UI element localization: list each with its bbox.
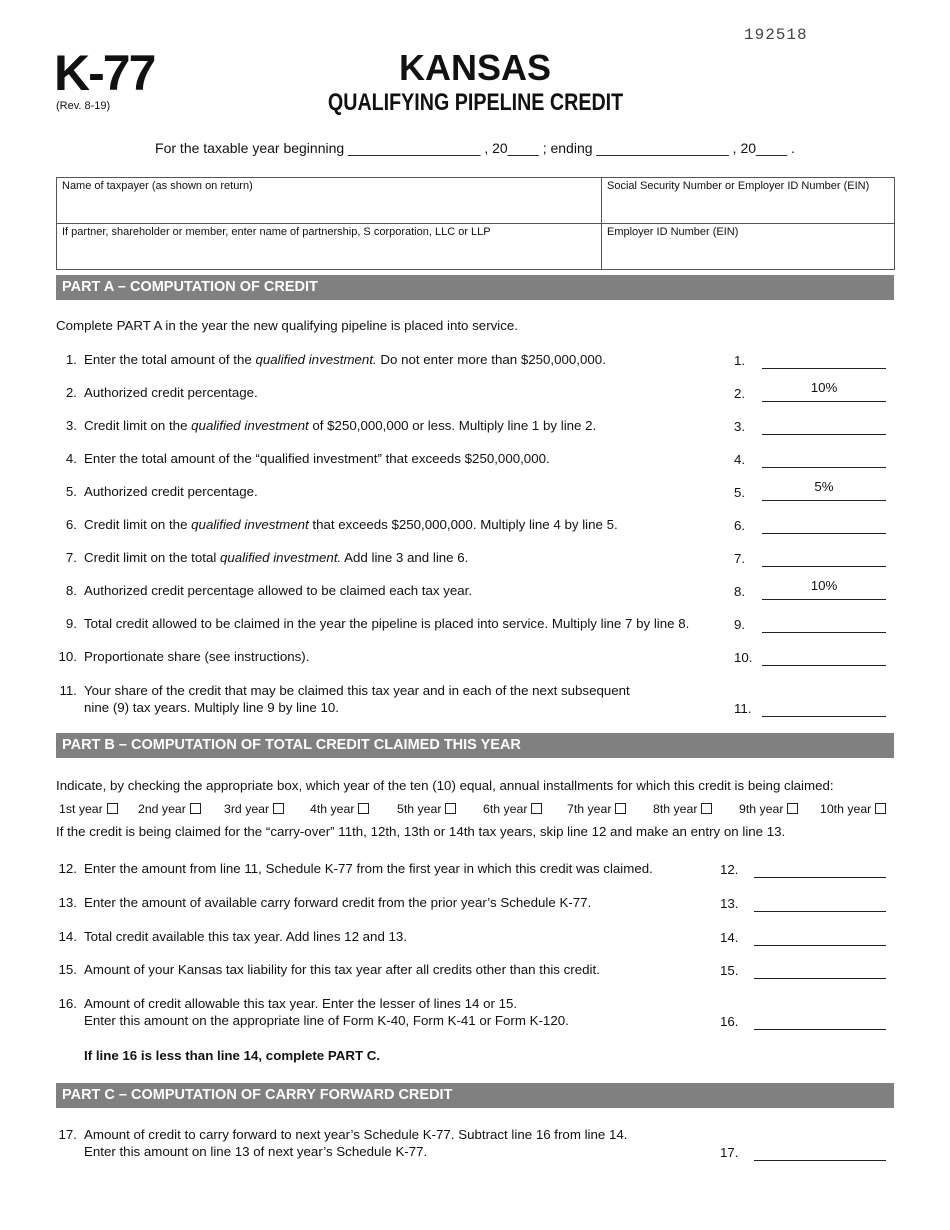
line-answer-field[interactable] <box>762 418 886 435</box>
form-title: QUALIFYING PIPELINE CREDIT <box>327 89 624 116</box>
line-3 <box>56 418 894 438</box>
line-answer-field[interactable] <box>754 895 886 912</box>
line-answer-field[interactable] <box>754 962 886 979</box>
part-b-heading: PART B – COMPUTATION OF TOTAL CREDIT CLAIMED THIS YEAR <box>56 733 894 758</box>
line-ref: 17. <box>720 1145 739 1160</box>
year-checkbox-8[interactable] <box>653 802 712 816</box>
year-checkbox-label: 8th year <box>653 802 698 816</box>
form-id-number: 192518 <box>744 26 808 44</box>
line-ref: 6. <box>734 518 746 533</box>
line-ref: 11. <box>734 701 752 716</box>
checkbox-icon[interactable] <box>615 803 626 814</box>
line-description: Authorized credit percentage allowed to be claimed each tax year. <box>84 583 473 598</box>
year-checkbox-label: 1st year <box>59 802 103 816</box>
installment-year-checkboxes <box>59 802 899 818</box>
line-description: Enter the amount of available carry forward credit from the prior year’s Schedule K-77. <box>84 895 592 910</box>
ein-field[interactable]: Employer ID Number (EIN) <box>602 224 895 270</box>
line-ref: 2. <box>734 386 746 401</box>
tax-year-line[interactable]: For the taxable year beginning _________________ , 20____ ; ending _________________ , 20____ . <box>155 140 795 156</box>
line-number: 10. <box>58 649 77 664</box>
line-12 <box>56 861 894 881</box>
checkbox-icon[interactable] <box>107 803 118 814</box>
form-revision: (Rev. 8-19) <box>56 100 111 112</box>
checkbox-icon[interactable] <box>273 803 284 814</box>
line-4 <box>56 451 894 471</box>
ssn-ein-field[interactable]: Social Security Number or Employer ID Number (EIN) <box>602 178 895 224</box>
line-number: 11. <box>59 683 77 698</box>
line-9 <box>56 616 894 636</box>
line-description: Enter the total amount of the qualified investment. Do not enter more than $250,000,000. <box>84 352 606 367</box>
line-ref: 12. <box>720 862 739 877</box>
line-ref: 13. <box>720 896 739 911</box>
line-5 <box>56 479 894 504</box>
line-number: 12. <box>58 861 77 876</box>
line-ref: 4. <box>734 452 746 467</box>
line-number: 14. <box>58 929 77 944</box>
year-checkbox-label: 6th year <box>483 802 528 816</box>
year-checkbox-label: 4th year <box>310 802 355 816</box>
form-code: K-77 <box>54 45 155 101</box>
line-ref: 1. <box>734 353 746 368</box>
line-number: 9. <box>65 616 77 631</box>
year-checkbox-label: 10th year <box>820 802 872 816</box>
line-answer-field[interactable] <box>762 700 886 717</box>
checkbox-icon[interactable] <box>787 803 798 814</box>
line-answer-field[interactable] <box>762 649 886 666</box>
year-checkbox-7[interactable] <box>567 802 626 816</box>
part-b-instruction: Indicate, by checking the appropriate box, which year of the ten (10) equal, annual installments for which this credit is being claimed: <box>56 778 834 793</box>
part-c-note: If line 16 is less than line 14, complete PART C. <box>84 1048 381 1063</box>
line-10 <box>56 649 894 669</box>
checkbox-icon[interactable] <box>531 803 542 814</box>
line-answer-field[interactable] <box>754 1013 886 1030</box>
line-number: 8. <box>65 583 77 598</box>
line-description: Total credit allowed to be claimed in the year the pipeline is placed into service. Multiply line 7 by line 8. <box>84 616 690 631</box>
line-ref: 16. <box>720 1014 739 1029</box>
year-checkbox-label: 2nd year <box>138 802 186 816</box>
line-description: Your share of the credit that may be claimed this tax year and in each of the next subsequent nine (9) tax years. Multiply line 9 by line 10. <box>84 683 630 715</box>
line-ref: 7. <box>734 551 746 566</box>
line-description: Authorized credit percentage. <box>84 385 258 400</box>
line-number: 3. <box>65 418 77 433</box>
line-ref: 8. <box>734 584 746 599</box>
line-description: Enter the amount from line 11, Schedule K-77 from the first year in which this credit was claimed. <box>84 861 653 876</box>
part-c-heading: PART C – COMPUTATION OF CARRY FORWARD CREDIT <box>56 1083 894 1108</box>
line-answer-field[interactable]: 10% <box>762 379 886 402</box>
line-number: 15. <box>58 962 77 977</box>
line-number: 7. <box>65 550 77 565</box>
year-checkbox-5[interactable] <box>397 802 456 816</box>
checkbox-icon[interactable] <box>445 803 456 814</box>
line-number: 17. <box>58 1127 77 1142</box>
checkbox-icon[interactable] <box>701 803 712 814</box>
line-number: 6. <box>65 517 77 532</box>
checkbox-icon[interactable] <box>358 803 369 814</box>
line-answer-field[interactable] <box>762 451 886 468</box>
line-16 <box>56 996 894 1029</box>
line-ref: 10. <box>734 650 753 665</box>
year-checkbox-1[interactable] <box>59 802 118 816</box>
year-checkbox-6[interactable] <box>483 802 542 816</box>
line-answer-field[interactable] <box>762 352 886 369</box>
line-17 <box>56 1127 894 1160</box>
line-number: 5. <box>65 484 77 499</box>
line-2 <box>56 380 894 405</box>
line-description: Amount of credit allowable this tax year. Enter the lesser of lines 14 or 15. Enter this amount on the appropriate line of Form K-40, Form K-41 or Form K-120. <box>84 996 569 1028</box>
line-answer-field[interactable] <box>762 616 886 633</box>
line-answer-field[interactable]: 10% <box>762 577 886 600</box>
line-description: Credit limit on the qualified investment of $250,000,000 or less. Multiply line 1 by line 2. <box>84 418 597 433</box>
line-description: Credit limit on the total qualified investment. Add line 3 and line 6. <box>84 550 469 565</box>
year-checkbox-label: 5th year <box>397 802 442 816</box>
line-description: Proportionate share (see instructions). <box>84 649 310 664</box>
year-checkbox-9[interactable] <box>739 802 798 816</box>
line-1 <box>56 352 894 372</box>
line-answer-field[interactable] <box>762 517 886 534</box>
line-ref: 3. <box>734 419 746 434</box>
line-number: 4. <box>65 451 77 466</box>
line-description: Credit limit on the qualified investment that exceeds $250,000,000. Multiply line 4 by line 5. <box>84 517 618 532</box>
year-checkbox-label: 9th year <box>739 802 784 816</box>
line-answer-field[interactable]: 5% <box>762 478 886 501</box>
line-7 <box>56 550 894 570</box>
year-checkbox-3[interactable] <box>224 802 284 816</box>
partnership-name-field[interactable]: If partner, shareholder or member, enter name of partnership, S corporation, LLC or LLP <box>57 224 602 270</box>
year-checkbox-10[interactable] <box>820 802 886 816</box>
line-13 <box>56 895 894 915</box>
line-ref: 5. <box>734 485 746 500</box>
part-a-heading: PART A – COMPUTATION OF CREDIT <box>56 275 894 300</box>
line-description: Authorized credit percentage. <box>84 484 258 499</box>
line-11 <box>56 683 894 716</box>
line-answer-field[interactable] <box>754 861 886 878</box>
line-ref: 15. <box>720 963 739 978</box>
part-a-intro: Complete PART A in the year the new qualifying pipeline is placed into service. <box>56 318 518 333</box>
line-ref: 14. <box>720 930 739 945</box>
line-answer-field[interactable] <box>762 550 886 567</box>
taxpayer-info-table <box>56 177 895 270</box>
line-15 <box>56 962 894 982</box>
checkbox-icon[interactable] <box>875 803 886 814</box>
year-checkbox-label: 3rd year <box>224 802 270 816</box>
year-checkbox-label: 7th year <box>567 802 612 816</box>
line-8 <box>56 578 894 603</box>
line-description: Enter the total amount of the “qualified investment” that exceeds $250,000,000. <box>84 451 550 466</box>
line-answer-field[interactable] <box>754 1144 886 1161</box>
line-description: Amount of credit to carry forward to next year’s Schedule K-77. Subtract line 16 from line 14. Enter this amount on line 13 of next year’s Schedule K-77. <box>84 1127 628 1159</box>
line-number: 1. <box>65 352 77 367</box>
line-number: 13. <box>58 895 77 910</box>
checkbox-icon[interactable] <box>190 803 201 814</box>
year-checkbox-4[interactable] <box>310 802 369 816</box>
line-number: 16. <box>58 996 77 1011</box>
line-number: 2. <box>65 385 77 400</box>
line-6 <box>56 517 894 537</box>
carryover-note: If the credit is being claimed for the “carry-over” 11th, 12th, 13th or 14th tax years, skip line 12 and make an entry on line 13. <box>56 824 786 839</box>
year-checkbox-2[interactable] <box>138 802 201 816</box>
line-ref: 9. <box>734 617 746 632</box>
line-description: Amount of your Kansas tax liability for this tax year after all credits other than this credit. <box>84 962 600 977</box>
line-answer-field[interactable] <box>754 929 886 946</box>
taxpayer-name-field[interactable]: Name of taxpayer (as shown on return) <box>57 178 602 224</box>
line-14 <box>56 929 894 949</box>
line-description: Total credit available this tax year. Add lines 12 and 13. <box>84 929 408 944</box>
state-title: KANSAS <box>398 47 551 88</box>
